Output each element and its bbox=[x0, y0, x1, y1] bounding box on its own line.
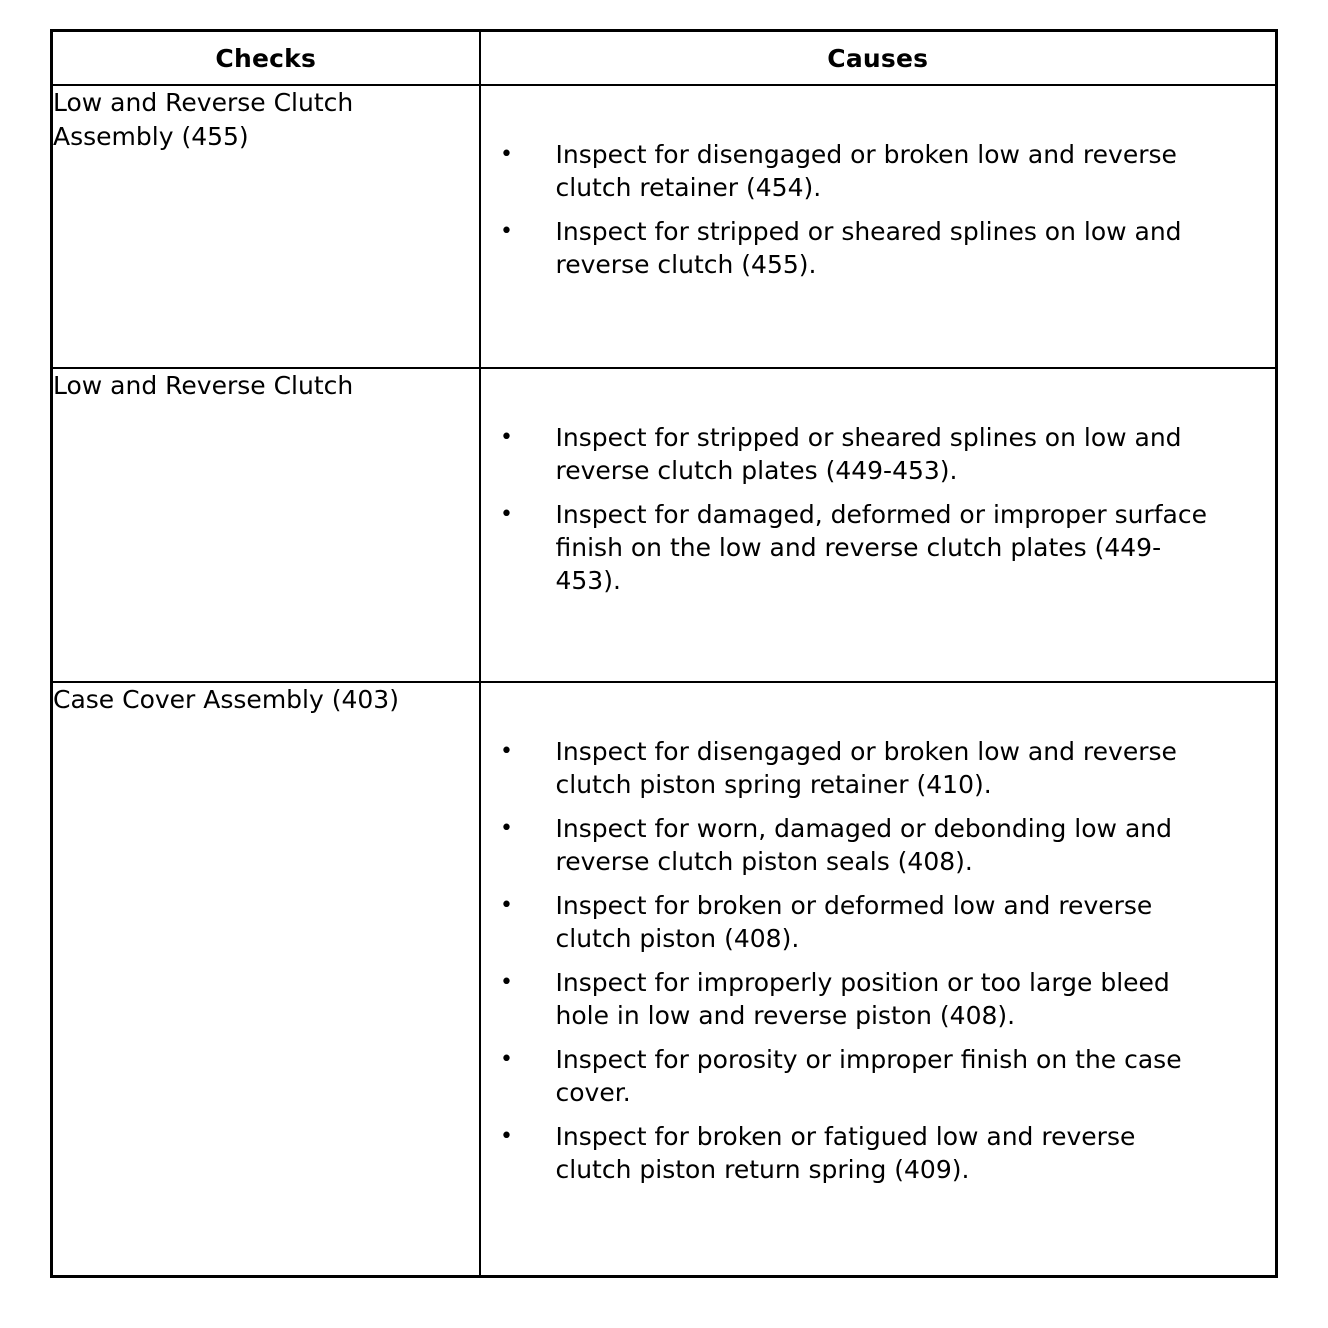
header-row bbox=[52, 31, 1277, 86]
causes-cell bbox=[480, 682, 1277, 1277]
table-row bbox=[52, 368, 1277, 682]
cause-item bbox=[481, 889, 1216, 955]
bullet-icon: • bbox=[500, 739, 513, 764]
check-cell: Low and Reverse Clutch bbox=[52, 368, 480, 682]
bullet-icon: • bbox=[500, 425, 513, 450]
cause-item bbox=[481, 812, 1216, 878]
cause-text: Inspect for improperly position or too large bleed hole in low and reverse piston (408). bbox=[555, 968, 1170, 1030]
bullet-icon: • bbox=[500, 1047, 513, 1072]
bullet-icon: • bbox=[500, 1124, 513, 1149]
cause-text: Inspect for disengaged or broken low and reverse clutch retainer (454). bbox=[555, 140, 1177, 202]
cause-text: Inspect for broken or deformed low and reverse clutch piston (408). bbox=[555, 891, 1153, 953]
check-cell: Case Cover Assembly (403) bbox=[52, 682, 480, 1277]
cause-item bbox=[481, 966, 1216, 1032]
causes-cell bbox=[480, 368, 1277, 682]
causes-list bbox=[481, 369, 1276, 597]
bullet-icon: • bbox=[500, 970, 513, 995]
causes-list bbox=[481, 683, 1276, 1186]
cause-item bbox=[481, 735, 1216, 801]
bullet-icon: • bbox=[500, 893, 513, 918]
cause-item bbox=[481, 1120, 1216, 1186]
cause-item bbox=[481, 421, 1216, 487]
check-cell: Low and Reverse Clutch Assembly (455) bbox=[52, 85, 480, 368]
bullet-icon: • bbox=[500, 219, 513, 244]
cause-text: Inspect for broken or fatigued low and reverse clutch piston return spring (409). bbox=[555, 1122, 1136, 1184]
cause-item bbox=[481, 138, 1216, 204]
causes-cell bbox=[480, 85, 1277, 368]
cause-text: Inspect for worn, damaged or debonding low and reverse clutch piston seals (408). bbox=[555, 814, 1172, 876]
cause-text: Inspect for disengaged or broken low and reverse clutch piston spring retainer (410). bbox=[555, 737, 1177, 799]
cause-text: Inspect for stripped or sheared splines on low and reverse clutch (455). bbox=[555, 217, 1182, 279]
table-row bbox=[52, 682, 1277, 1277]
diagnosis-table bbox=[50, 29, 1278, 1278]
checks-column-header: Checks bbox=[52, 31, 480, 86]
table-row bbox=[52, 85, 1277, 368]
bullet-icon: • bbox=[500, 816, 513, 841]
cause-text: Inspect for stripped or sheared splines on low and reverse clutch plates (449-453). bbox=[555, 423, 1182, 485]
cause-item bbox=[481, 1043, 1216, 1109]
cause-text: Inspect for porosity or improper finish on the case cover. bbox=[555, 1045, 1182, 1107]
cause-item bbox=[481, 498, 1216, 597]
cause-item bbox=[481, 215, 1216, 281]
bullet-icon: • bbox=[500, 502, 513, 527]
causes-column-header: Causes bbox=[480, 31, 1277, 86]
bullet-icon: • bbox=[500, 142, 513, 167]
causes-list bbox=[481, 86, 1276, 281]
cause-text: Inspect for damaged, deformed or improper surface finish on the low and reverse clutch plates (449-453). bbox=[555, 500, 1208, 595]
